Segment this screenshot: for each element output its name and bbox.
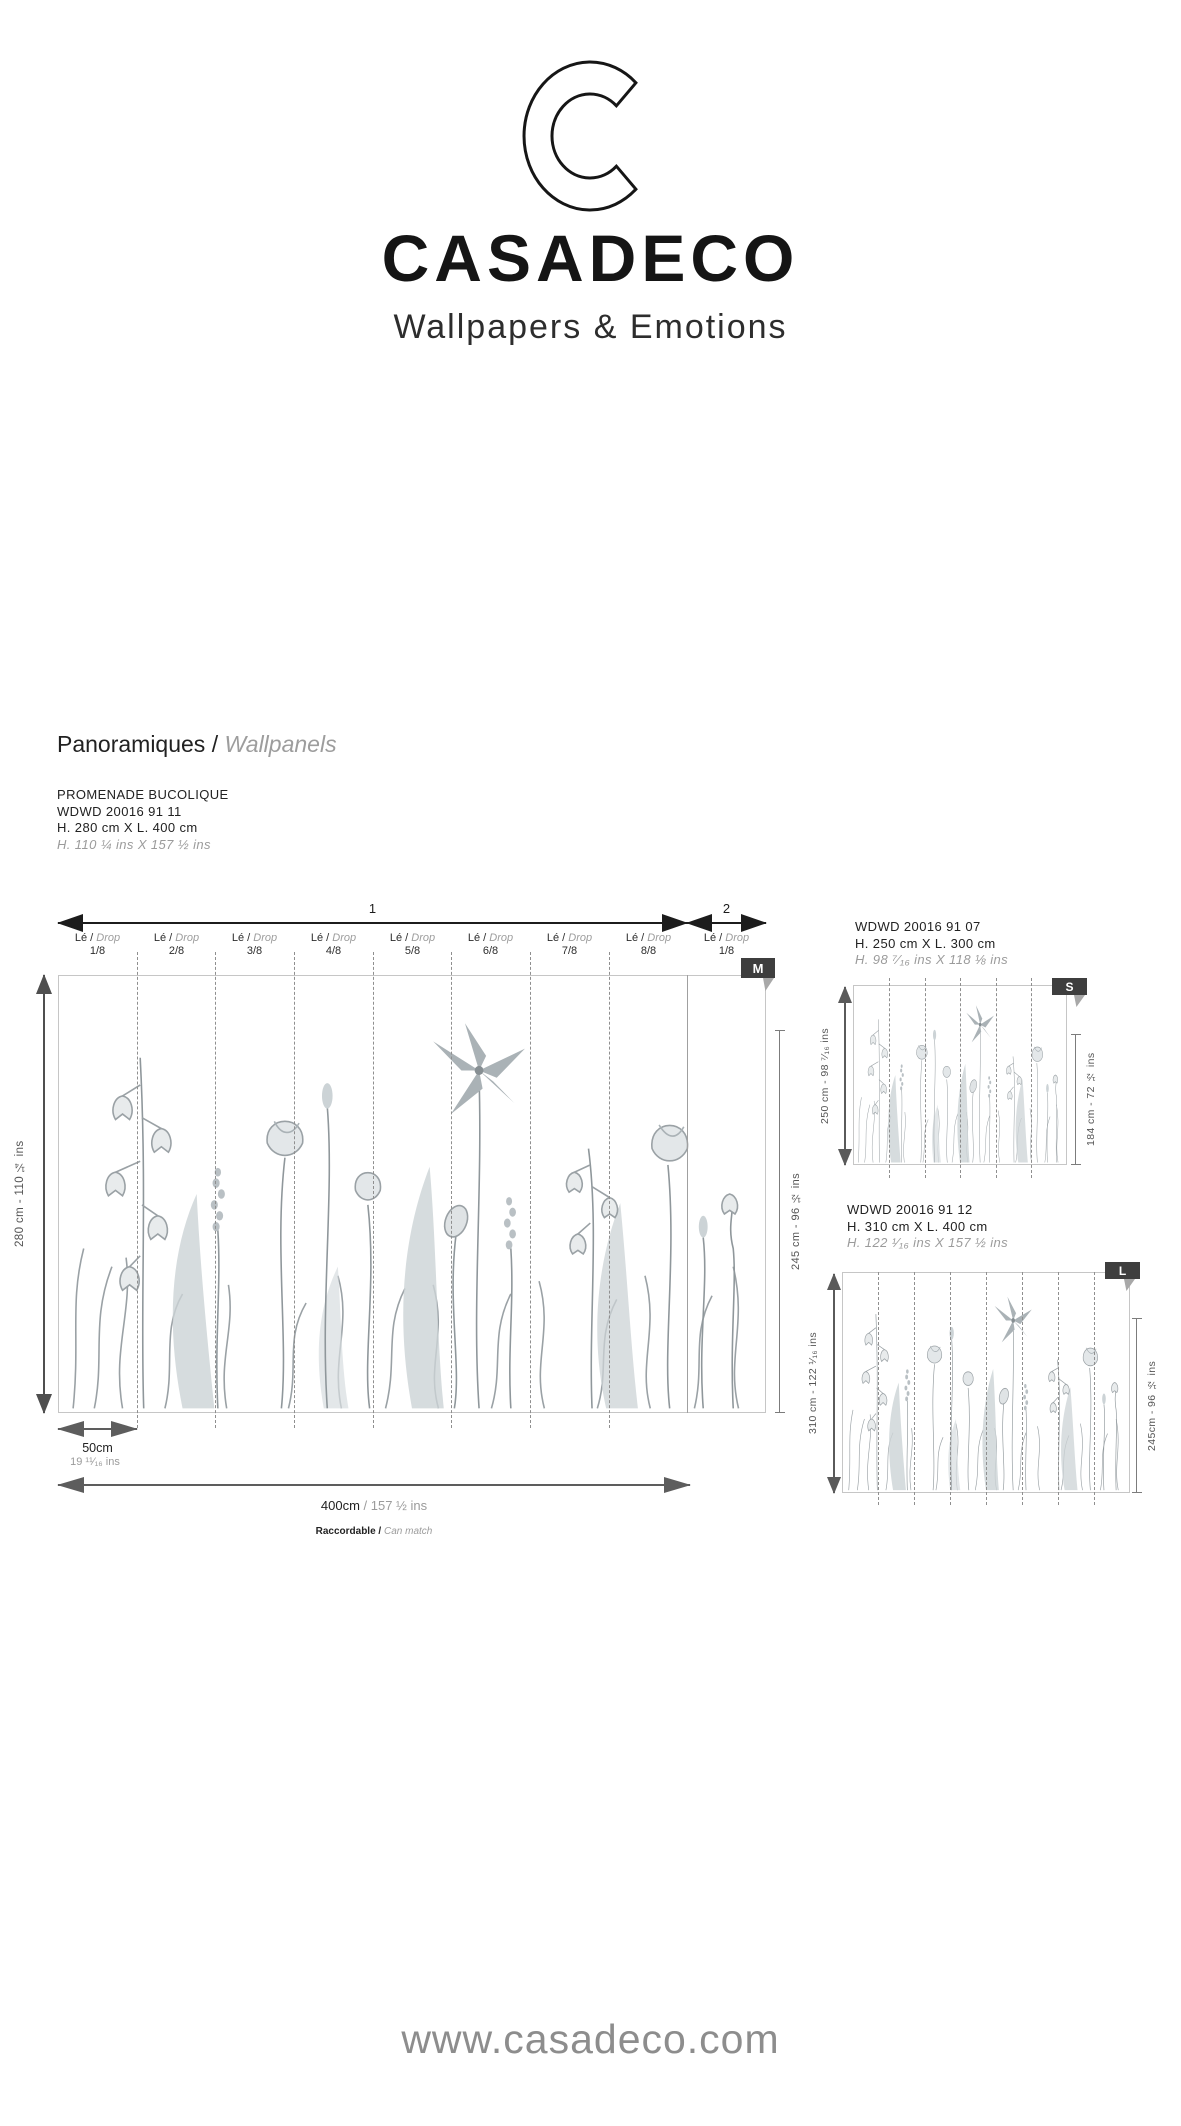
drop-label-8: Lé / Drop 8/8 [625, 932, 672, 957]
product-s-size-ins: H. 98 ⁷⁄₁₆ ins X 118 ⅛ ins [855, 952, 1009, 967]
product-s-size-cm: H. 250 cm X L. 300 cm [855, 935, 996, 951]
drop-label-5: Lé / Drop 5/8 [389, 932, 436, 957]
drop-separator [1031, 978, 1032, 1178]
drop-width-cm: 50cm [82, 1441, 113, 1455]
drop-separator [294, 952, 295, 1428]
product-name: PROMENADE BUCOLIQUE [57, 787, 229, 802]
drop-label-6: Lé / Drop 6/8 [467, 932, 514, 957]
product-l-ref: WDWD 20016 91 12 [847, 1202, 973, 1217]
partial-height-measure-s [1075, 1034, 1076, 1165]
main-product-info [57, 787, 229, 853]
drop-label-3: Lé / Drop 3/8 [231, 932, 278, 957]
drop-separator [1094, 1272, 1095, 1505]
width-arrow-1 [58, 922, 687, 924]
badge-fold [1074, 995, 1085, 1007]
website-link[interactable]: www.casadeco.com [401, 2016, 780, 2062]
height-label-s: 250 cm - 98 ⁷⁄₁₆ ins [819, 1027, 831, 1125]
product-s-ref: WDWD 20016 91 07 [855, 919, 981, 934]
width-arrow-2 [687, 922, 766, 924]
drop-separator [1058, 1272, 1059, 1505]
product-size-cm: H. 280 cm X L. 400 cm [57, 820, 198, 835]
drop-separator [530, 952, 531, 1428]
product-l-info [847, 1202, 1008, 1252]
drop-separator [215, 952, 216, 1428]
height-arrow-s [844, 987, 846, 1165]
casadeco-logo-c-icon [505, 56, 675, 222]
size-badge-l: L [1105, 1262, 1140, 1279]
width-arrow-2-label: 2 [722, 901, 731, 916]
partial-height-label-main: 245 cm - 96 ½ ins [790, 1172, 802, 1271]
brand-tagline: Wallpapers & Emotions [393, 308, 788, 346]
drop-label-4: Lé / Drop 4/8 [310, 932, 357, 957]
height-arrow-main [43, 975, 45, 1413]
section-heading-en: Wallpanels [218, 731, 337, 757]
partial-height-label-l: 245cm - 96 ½ ins [1146, 1360, 1158, 1451]
drop-separator [609, 952, 610, 1428]
drop-separator [986, 1272, 987, 1505]
total-width-label: 400cm / 157 ½ ins [320, 1498, 428, 1513]
height-label-l: 310 cm - 122 ¹⁄₁₆ ins [807, 1332, 819, 1435]
drop-separator [914, 1272, 915, 1505]
drop-separator [451, 952, 452, 1428]
drop-width-ins: 19 ¹¹⁄₁₆ ins [70, 1456, 120, 1468]
drop-separator [996, 978, 997, 1178]
meadow-illustration [59, 976, 765, 1412]
drop-width-arrow [58, 1428, 137, 1430]
product-s-info [855, 919, 1008, 969]
drop-separator [878, 1272, 879, 1505]
drop-label-7: Lé / Drop 7/8 [546, 932, 593, 957]
drop-separator [137, 952, 138, 1428]
partial-height-measure-l [1136, 1318, 1137, 1493]
drop-separator [1022, 1272, 1023, 1505]
partial-height-label-s: 184 cm - 72 ½ ins [1085, 1052, 1097, 1147]
size-badge-m: M [741, 958, 775, 978]
width-arrow-1-label: 1 [368, 901, 377, 916]
match-label: Raccordable / Can match [315, 1526, 433, 1537]
total-width-arrow [58, 1484, 690, 1486]
main-wallpanel-preview [58, 975, 766, 1413]
size-badge-s: S [1052, 978, 1087, 995]
product-l-size-ins: H. 122 ¹⁄₁₆ ins X 157 ½ ins [847, 1235, 1009, 1250]
drop-separator [925, 978, 926, 1178]
height-arrow-l [833, 1274, 835, 1493]
product-l-size-cm: H. 310 cm X L. 400 cm [847, 1218, 988, 1234]
section-heading [57, 731, 337, 758]
height-label-main: 280 cm - 110 ¼ ins [14, 1140, 26, 1248]
drop-label-repeat: Lé / Drop 1/8 [703, 932, 750, 957]
partial-height-measure-main [779, 1030, 780, 1413]
drop-separator [950, 1272, 951, 1505]
brand-name: CASADECO [381, 221, 800, 295]
product-ref: WDWD 20016 91 11 [57, 803, 182, 819]
panel-repeat-boundary [687, 975, 688, 1413]
drop-label-1: Lé / Drop 1/8 [74, 932, 121, 957]
drop-separator [889, 978, 890, 1178]
drop-separator [960, 978, 961, 1178]
product-size-ins: H. 110 ¼ ins X 157 ½ ins [57, 836, 211, 852]
drop-label-2: Lé / Drop 2/8 [153, 932, 200, 957]
section-heading-fr: Panoramiques / [57, 731, 219, 757]
drop-separator [373, 952, 374, 1428]
